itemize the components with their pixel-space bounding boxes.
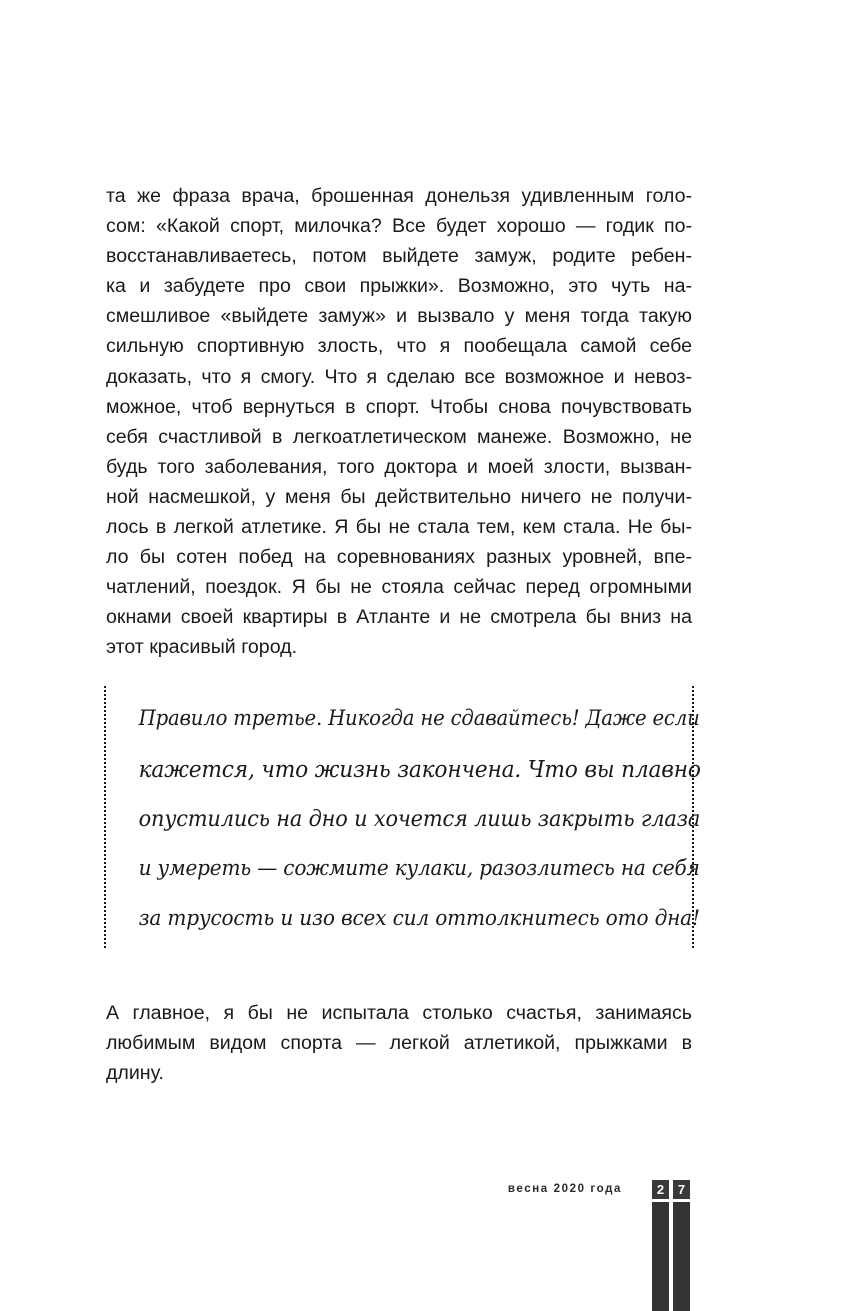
quote-line: Правило третье. Никогда не сдавайтесь! Даже если — [138, 706, 700, 731]
body-paragraph-1 — [106, 181, 692, 663]
text-line: доказать, что я смогу. Что я сделаю все возможное и невоз- — [106, 365, 692, 388]
text-line: та же фраза врача, брошенная донельзя удивленным голо- — [106, 185, 692, 207]
text-line: можное, чтоб вернуться в спорт. Чтобы снова почувствовать — [106, 395, 692, 418]
text-line: окнами своей квартиры в Атланте и не смотрела бы вниз на — [106, 606, 692, 629]
running-footer-title: весна 2020 года — [507, 1183, 622, 1195]
text-line: смешливое «выйдете замуж» и вызвало у меня тогда такую — [106, 305, 692, 328]
text-line: чатлений, поездок. Я бы не стояла сейчас перед огромными — [106, 576, 692, 599]
dotted-border-left — [104, 686, 106, 948]
quote-line: и умереть — сожмите кулаки, разозлитесь на себя — [138, 856, 700, 881]
edge-tab-bar — [673, 1202, 690, 1311]
text-line: этот красивый город. — [106, 636, 298, 659]
text-line: лось в легкой атлетике. Я бы не стала тем, кем стала. Не бы- — [106, 516, 692, 539]
text-line: сом: «Какой спорт, милочка? Все будет хорошо — годик по- — [106, 215, 692, 238]
quote-line: кажется, что жизнь закончена. Что вы плавно — [138, 755, 701, 783]
text-line: ка и забудете про свои прыжки». Возможно, это чуть на- — [106, 275, 692, 298]
text-line: ло бы сотен побед на соревнованиях разных уровней, впе- — [106, 546, 692, 569]
text-line: восстанавливаетесь, потом выйдете замуж, родите ребен- — [106, 245, 692, 268]
page-number-digit: 2 — [652, 1180, 669, 1199]
text-line: себя счастливой в легкоатлетическом манеже. Возможно, не — [106, 425, 692, 448]
quote-line: за трусость и изо всех сил оттолкнитесь ото дна! — [138, 906, 700, 931]
page-number-digit: 7 — [673, 1180, 690, 1199]
text-line: А главное, я бы не испытала столько счастья, занимаясь — [106, 1002, 692, 1024]
text-line: сильную спортивную злость, что я пообещала самой себе — [106, 335, 692, 358]
text-line: ной насмешкой, у меня бы действительно ничего не получи- — [106, 485, 692, 508]
text-line: любимым видом спорта — легкой атлетикой, прыжками в — [106, 1032, 692, 1055]
text-line: длину. — [106, 1062, 164, 1085]
quote-line: опустились на дно и хочется лишь закрыть глаза — [138, 806, 701, 832]
body-paragraph-2 — [106, 998, 692, 1088]
rule-quote-text — [116, 694, 701, 944]
text-line: будь того заболевания, того доктора и моей злости, вызван- — [106, 455, 692, 478]
rule-quote-box — [104, 686, 701, 948]
edge-tab-bar — [652, 1202, 669, 1311]
